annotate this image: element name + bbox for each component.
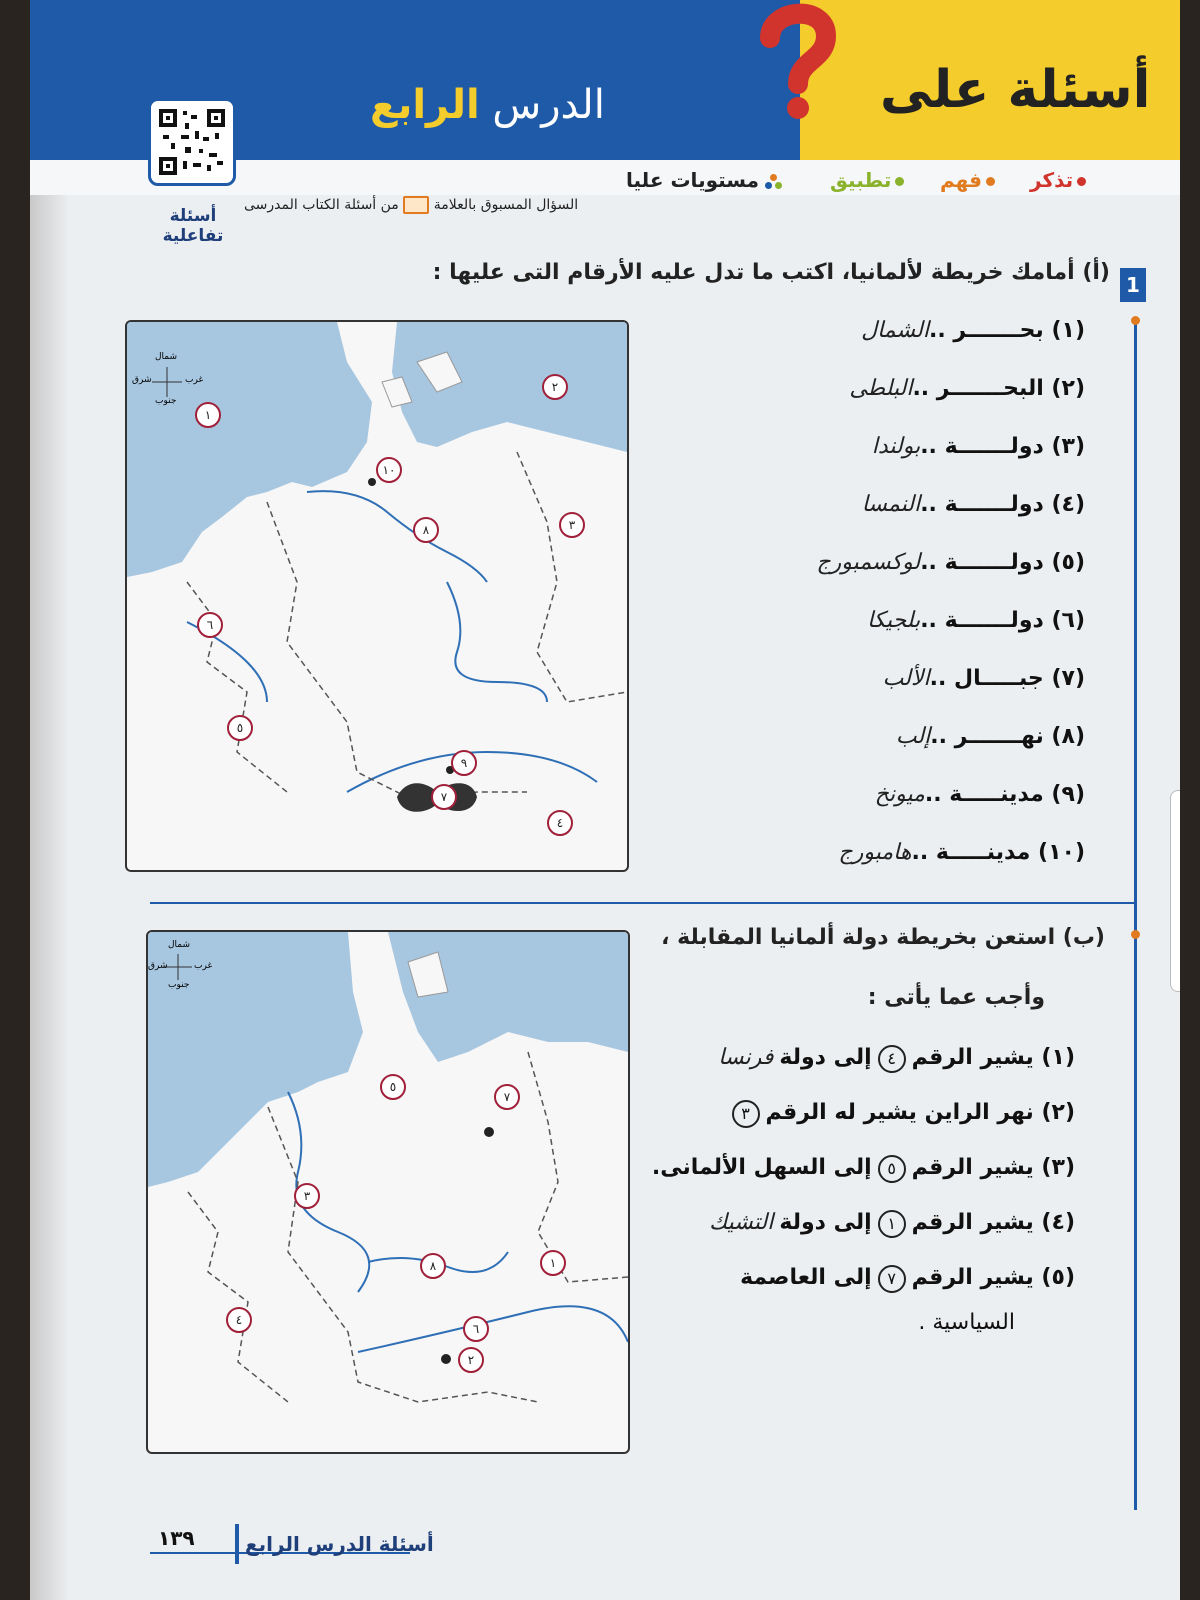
section-divider	[150, 902, 1135, 904]
legend-higher	[626, 168, 783, 192]
answer-row-label: (٢) البحـــــــر ..	[912, 376, 1085, 401]
germany-map-a	[125, 320, 629, 872]
handwritten-answer[interactable]: إلب	[895, 724, 931, 749]
legend-book-note	[244, 196, 578, 214]
b-question-text: (١) يشير الرقم	[911, 1045, 1075, 1070]
map-number-marker: ٧	[494, 1084, 520, 1110]
b-question-text: (٥) يشير الرقم	[911, 1265, 1075, 1290]
question-margin-line	[1134, 320, 1137, 1510]
b-question-row	[718, 1045, 1075, 1073]
answer-row-label: (٩) مدينـــــة ..	[924, 782, 1085, 807]
map-number-marker: ٥	[380, 1074, 406, 1100]
book-page	[30, 0, 1180, 1600]
b-question-text: (٢) نهر الراين يشير له الرقم	[765, 1100, 1075, 1125]
question-a-title: (أ) أمامك خريطة لألمانيا، اكتب ما تدل عليه الأرقام التى عليها :	[432, 260, 1110, 285]
answer-row	[872, 434, 1085, 459]
answer-row	[839, 840, 1085, 865]
map-number-marker: ١	[195, 402, 221, 428]
cluster-dots-icon	[765, 174, 783, 190]
open-book-icon	[403, 196, 429, 214]
footer-label: أسئلة الدرس الرابع	[245, 1532, 434, 1556]
b-question-row	[734, 1265, 1075, 1293]
answer-row-label: (٥) دولـــــــة ..	[920, 550, 1085, 575]
answer-row-label: (٨) نهـــــــر ..	[930, 724, 1085, 749]
answer-row-label: (١٠) مدينـــــة ..	[911, 840, 1085, 865]
book-note-text: السؤال المسبوق بالعلامة	[433, 197, 579, 213]
page-number: ١٣٩	[158, 1526, 195, 1550]
map-b-drawing	[148, 932, 628, 1452]
map-number-marker: ٨	[413, 517, 439, 543]
handwritten-answer[interactable]: هامبورج	[838, 840, 912, 865]
b-question-text-after: إلى دولة	[779, 1045, 872, 1070]
compass-north-label: شمال	[168, 940, 191, 950]
map-number-marker: ٢	[542, 374, 568, 400]
lesson-name: الرابع	[370, 82, 480, 128]
compass-east-label: شرق	[132, 375, 152, 385]
map-number-marker: ٣	[559, 512, 585, 538]
map-number-marker: ٤	[547, 810, 573, 836]
map-number-marker: ٤	[226, 1307, 252, 1333]
orange-bullet-icon	[1131, 316, 1140, 325]
circled-number[interactable]: ٣	[732, 1100, 760, 1128]
legend-remember	[1030, 168, 1090, 192]
b-question-text: (٤) يشير الرقم	[911, 1210, 1075, 1235]
compass-west-label: غرب	[185, 375, 204, 385]
legend-remember-label: تذكر	[1030, 168, 1074, 192]
footer-tab	[235, 1524, 239, 1564]
map-number-marker: ١٠	[376, 457, 402, 483]
answer-row-label: (٧) جبـــــال ..	[929, 666, 1085, 691]
compass-north-label: شمال	[155, 352, 178, 362]
compass-south-label: جنوب	[168, 980, 190, 990]
circled-number[interactable]: ٧	[878, 1265, 906, 1293]
b-question-text-after: إلى دولة	[779, 1210, 872, 1235]
germany-map-b	[146, 930, 630, 1454]
map-number-marker: ٨	[420, 1253, 446, 1279]
map-number-marker: ٧	[431, 784, 457, 810]
question-b-title: (ب) استعن بخريطة دولة ألمانيا المقابلة ،	[661, 925, 1105, 950]
question-number-badge: 1	[1120, 268, 1146, 302]
lesson-prefix: الدرس	[492, 82, 605, 128]
answer-row-label: (٣) دولـــــــة ..	[920, 434, 1085, 459]
page-title: أسئلة على	[880, 60, 1151, 120]
legend-higher-label: مستويات عليا	[626, 168, 760, 192]
handwritten-answer[interactable]: بولندا	[871, 434, 921, 459]
circled-number[interactable]: ١	[878, 1210, 906, 1238]
map-number-marker: ٢	[458, 1347, 484, 1373]
compass-south-label: جنوب	[155, 396, 177, 406]
answer-row	[816, 550, 1085, 575]
map-number-marker: ٣	[294, 1183, 320, 1209]
map-number-marker: ٦	[197, 612, 223, 638]
handwritten-answer[interactable]: فرنسا	[718, 1045, 774, 1070]
b-question-text-after: إلى العاصمة	[740, 1265, 872, 1290]
handwritten-answer[interactable]: النمسا	[861, 492, 921, 517]
handwritten-answer[interactable]: الألب	[882, 666, 930, 691]
legend-understand	[940, 168, 999, 192]
handwritten-answer[interactable]: لوكسمبورج	[816, 550, 921, 575]
map-number-marker: ١	[540, 1250, 566, 1276]
answer-row	[896, 724, 1085, 749]
answer-row-label: (٦) دولـــــــة ..	[920, 608, 1085, 633]
answer-row-label: (٤) دولـــــــة ..	[920, 492, 1085, 517]
book-note-text-2: من أسئلة الكتاب المدرسى	[244, 197, 399, 213]
circled-number[interactable]: ٤	[878, 1045, 906, 1073]
b-question-row	[709, 1210, 1075, 1238]
handwritten-answer[interactable]: الشمال	[861, 318, 929, 343]
question-mark-icon	[758, 0, 838, 120]
b-question-text-after: إلى السهل الألمانى.	[651, 1155, 872, 1180]
compass-east-label: شرق	[148, 961, 168, 971]
handwritten-answer[interactable]: التشيك	[709, 1210, 774, 1235]
map-number-marker: ٥	[227, 715, 253, 741]
circled-number[interactable]: ٥	[878, 1155, 906, 1183]
legend-apply	[830, 168, 908, 192]
answer-row	[875, 782, 1085, 807]
answer-row	[861, 318, 1085, 343]
answer-row	[862, 492, 1085, 517]
orange-bullet-icon	[1131, 930, 1140, 939]
page-gutter-shadow	[30, 0, 70, 1600]
map-number-marker: ٩	[451, 750, 477, 776]
b-last-line: السياسية .	[918, 1310, 1015, 1335]
side-index-tab	[1170, 790, 1180, 992]
orange-dot-icon	[986, 177, 995, 186]
map-number-marker: ٦	[463, 1316, 489, 1342]
b-question-row	[646, 1155, 1075, 1183]
b-question-text: (٣) يشير الرقم	[911, 1155, 1075, 1180]
qr-pattern-icon	[159, 109, 225, 175]
answer-row-label: (١) بحـــــــر ..	[928, 318, 1085, 343]
handwritten-answer[interactable]: بلجيكا	[867, 608, 921, 633]
question-b-subtitle: وأجب عما يأتى :	[867, 985, 1045, 1010]
compass-west-label: غرب	[194, 961, 213, 971]
answer-row	[849, 376, 1085, 401]
legend-understand-label: فهم	[940, 168, 982, 192]
qr-label: أسئلة تفاعلية	[162, 206, 224, 246]
qr-code[interactable]	[148, 98, 236, 186]
legend-apply-label: تطبيق	[830, 168, 892, 192]
b-question-row	[720, 1100, 1075, 1128]
red-dot-icon	[1077, 177, 1086, 186]
lesson-title	[370, 82, 605, 128]
green-dot-icon	[895, 177, 904, 186]
handwritten-answer[interactable]: ميونخ	[874, 782, 925, 807]
answer-row	[883, 666, 1085, 691]
answer-row	[867, 608, 1085, 633]
handwritten-answer[interactable]: البلطى	[849, 376, 913, 401]
